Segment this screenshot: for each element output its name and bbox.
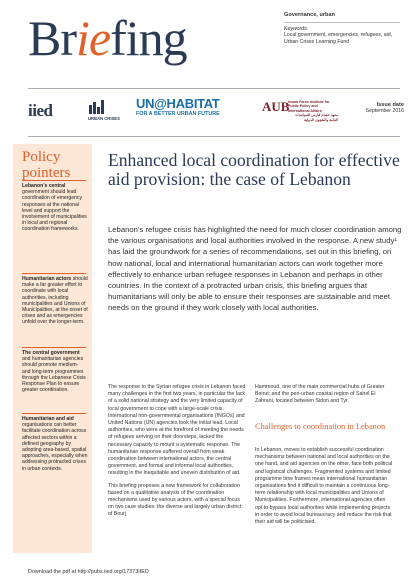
topic-label: Governance, urban bbox=[284, 12, 335, 18]
section-heading: Challenges to coordination in Lebanon bbox=[255, 422, 386, 431]
logos-divider bbox=[28, 136, 400, 137]
policy-pointers-title: Policy pointers bbox=[22, 149, 71, 181]
article-title: Enhanced local coordination for effective aid provision: the case of Lebanon bbox=[108, 150, 400, 189]
unhabitat-tagline: FOR A BETTER URBAN FUTURE bbox=[136, 111, 220, 117]
policy-pointer-divider bbox=[22, 413, 86, 414]
policy-pointer-item: The central government and humanitarian agencies should promote medium- and long-term programmes through the Lebanese Crisis Response Plan to ensure greater coordination. bbox=[22, 350, 86, 394]
body-paragraph: Hammoud, one of the main commercial hubs of Greater Beirut; and the peri-urban coastal region of Sahel El Zahrani, located between Sidon and Tyr. bbox=[255, 384, 385, 405]
policy-pointer-divider bbox=[22, 273, 86, 274]
body-paragraph: The response to the Syrian refugee crisis in Lebanon faced many challenges in the first two years, in particular the lack of a solid national strategy and the very limited capacity of local government to cope with a large-scale crisis. International non-governmental organisations (INGOs) and United Nations (UN) agencies took the initial lead. Local authorities, who were at the forefront of meeting the needs of refugees arriving on their doorsteps, lacked the necessary capacity to mount a systematic response. The humanitarian response suffered overall from weak coordination between international actors, the central government, and formal and informal local authorities, resulting in the inequitable and uneven distribution of aid. bbox=[108, 384, 246, 477]
body-column-2-cont bbox=[255, 447, 393, 526]
urban-crises-logo bbox=[88, 99, 122, 121]
keywords-label: Keywords: bbox=[284, 25, 309, 32]
unhabitat-name: UN@HABITAT bbox=[136, 96, 220, 111]
download-link[interactable]: Download the pdf at http://pubs.iied.org/17373IIED bbox=[28, 569, 149, 575]
body-column-2 bbox=[255, 384, 393, 406]
aub-institute-en: Issam Fares Institute for Public Policy and International Affairs bbox=[288, 100, 330, 113]
body-paragraph: This briefing proposes a new framework for collaboration based on a qualitative analysis of the coordination mechanisms used by various actors, with a special focus on two case studies: the diverse and largely urban district of Bourj bbox=[108, 482, 242, 518]
issue-date bbox=[360, 102, 404, 114]
keywords-text: Local government, emergencies, refugees, aid, Urban Crises Learning Fund bbox=[284, 32, 393, 45]
aub-logo bbox=[262, 99, 289, 115]
policy-pointer-item: Humanitarian actors should make a far greater effort to coordinate with local authorities, including municipalities and Unions of Municipalities, at the onset of crises and as emergencies unfold over the longer-term. bbox=[22, 276, 88, 326]
header-divider bbox=[28, 88, 400, 89]
aub-institute-text bbox=[288, 100, 338, 122]
policy-pointers-rule bbox=[22, 180, 86, 181]
urban-crises-text: URBAN CRISES bbox=[88, 116, 120, 121]
aub-mark: AUB bbox=[262, 99, 290, 114]
article-intro: Lebanon’s refugee crisis has highlighted the need for much closer coordination among the various organisations and local authorities involved in the response. A new study¹ has laid the groundwork for a series of recommendations, set out in this briefing, on how national, local and international humanitarian actors can work together more effectively to enhance urban refugee responses in Lebanon and perhaps in other countries. In the context of a protracted urban crisis, this briefing argues that humanitarians will only be able to ensure their responses are sustainable and meet needs on the ground if they work closely with local authorities. bbox=[108, 225, 402, 313]
briefing-masthead: Briefing bbox=[28, 10, 187, 66]
body-paragraph: In Lebanon, moves to establish successful coordination mechanisms between national and local authorities on the one hand, and aid agencies on the other, face both political and logistical challenges. Fragmented systems and limited programme time frames mean international humanitarian organisations find it difficult to maintain a continuous long-term relationship with local municipalities and Unions of Municipalities. Furthermore, international agencies often opt to bypass local authorities while implementing projects in order to avoid local bureaucracy and reduce the risk that their aid will be politicised. bbox=[255, 447, 393, 526]
issue-date-value: September 2016 bbox=[365, 108, 404, 114]
policy-pointer-divider bbox=[22, 347, 86, 348]
policy-pointer-item: Lebanon’s central government should lead coordination of emergency responses at the national level and support the involvement of municipalities in local and regional coordination frameworks. bbox=[22, 183, 87, 233]
aub-institute-ar: معهد عصام فارس للسياسات العامة والشؤون الدولية bbox=[295, 113, 338, 122]
issue-date-label: Issue date bbox=[376, 102, 404, 108]
unhabitat-logo bbox=[136, 97, 220, 117]
header-meta bbox=[284, 12, 400, 45]
iied-logo: iied bbox=[28, 101, 53, 120]
policy-pointer-item: Humanitarian and aid organisations can better facilitate coordination across affected sectors within a defined geography by adopting area-based, spatial approaches, especially when addressing protracted crises in urban contexts. bbox=[22, 416, 88, 472]
body-column-1 bbox=[108, 384, 246, 519]
